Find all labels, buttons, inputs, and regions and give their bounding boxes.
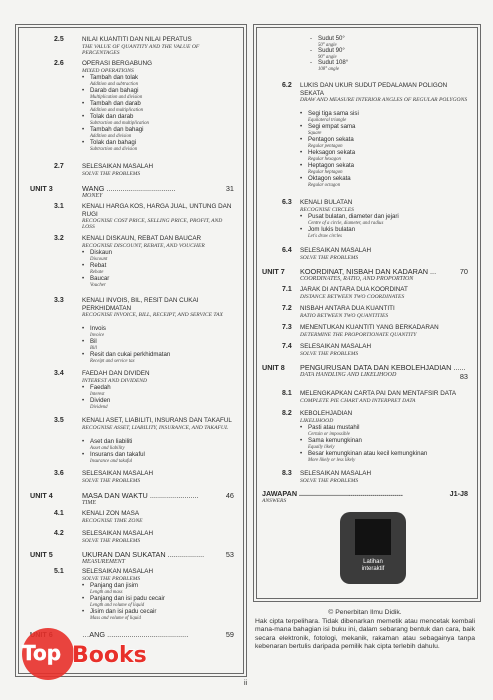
list-item: • Dividen Dividend xyxy=(82,397,111,410)
item-number: 5.1 xyxy=(54,568,64,575)
item-title: KEBOLEHJADIAN LIKELIHOOD xyxy=(300,410,353,424)
list-item: • Segi empat sama Square xyxy=(300,123,356,136)
item-number: 7.2 xyxy=(282,305,292,312)
list-item: • Tolak dan darab Subtraction and multiplication xyxy=(82,113,149,126)
item-number: 8.2 xyxy=(282,410,292,417)
list-item: • Sama kemungkinan Equally likely xyxy=(300,437,362,450)
list-item: • Segi tiga sama sisi Equilateral triangle xyxy=(300,110,359,123)
list-item: • Aset dan liabiliti Asset and liability xyxy=(82,438,133,451)
unit-label: UNIT 4 xyxy=(30,491,53,500)
item-title: KENALI ZON MASA RECOGNISE TIME ZONE xyxy=(82,510,143,524)
list-item: • Diskaun Discount xyxy=(82,249,113,262)
svg-text:Books: Books xyxy=(72,643,147,668)
item-title: FAEDAH DAN DIVIDEN INTEREST AND DIVIDEND xyxy=(82,370,150,384)
item-number: 3.1 xyxy=(54,203,64,210)
topbooks-watermark-logo xyxy=(12,620,192,680)
list-item: • Pasti atau mustahil Certain or impossible xyxy=(300,424,360,437)
item-title: SELESAIKAN MASALAH SOLVE THE PROBLEMS xyxy=(82,470,154,484)
item-title: KENALI DISKAUN, REBAT DAN BAUCAR RECOGNISE DISCOUNT, REBATE, AND VOUCHER xyxy=(82,235,205,249)
unit-title: UKURAN DAN SUKATAN .................. 53 MEASUREMENT xyxy=(82,550,234,565)
list-item: • Invois Invoice xyxy=(82,325,106,338)
list-item: • Besar kemungkinan atau kecil kemungkinan More likely or less likely xyxy=(300,450,428,463)
item-number: 3.5 xyxy=(54,417,64,424)
item-title: SELESAIKAN MASALAH SOLVE THE PROBLEMS xyxy=(82,568,154,582)
list-item: • Tambah dan bahagi Addition and division xyxy=(82,126,144,139)
list-item: • Heptagon sekata Regular heptagon xyxy=(300,162,355,175)
item-number: 8.3 xyxy=(282,470,292,477)
item-number: 6.4 xyxy=(282,247,292,254)
unit-label: UNIT 5 xyxy=(30,550,53,559)
list-item: • Pusat bulatan, diameter dan jejari Centre of a circle, diameter, and radius xyxy=(300,213,399,226)
svg-text:Top: Top xyxy=(22,641,62,665)
item-number: 6.2 xyxy=(282,82,292,89)
unit-title: MASA DAN WAKTU ........................ 46 TIME xyxy=(82,491,234,506)
publisher: © Penerbitan Ilmu Didik. xyxy=(328,609,402,616)
unit-title: KOORDINAT, NISBAH DAN KADARAN ... 70 COORDINATES, RATIO, AND PROPORTION xyxy=(300,267,468,282)
answers-entry: JAWAPAN .................................................... J1-J8 ANSWERS xyxy=(262,489,468,504)
list-item: • Insurans dan takaful Insurance and takaful xyxy=(82,451,145,464)
item-title: SELESAIKAN MASALAH SOLVE THE PROBLEMS xyxy=(300,470,372,484)
item-number: 3.2 xyxy=(54,235,64,242)
item-number: 3.3 xyxy=(54,297,64,304)
item-number: 2.6 xyxy=(54,60,64,67)
list-item: • Resit dan cukai perkhidmatan Receipt and service tax xyxy=(82,351,171,364)
item-title: SELESAIKAN MASALAH SOLVE THE PROBLEMS xyxy=(300,247,372,261)
unit-label: UNIT 8 xyxy=(262,363,285,372)
item-title: SELESAIKAN MASALAH SOLVE THE PROBLEMS xyxy=(82,530,154,544)
item-number: 7.3 xyxy=(282,324,292,331)
item-title: SELESAIKAN MASALAH SOLVE THE PROBLEMS xyxy=(82,163,154,177)
unit-label: UNIT 7 xyxy=(262,267,285,276)
item-title: KENALI BULATAN RECOGNISE CIRCLES xyxy=(300,199,354,213)
item-title: SELESAIKAN MASALAH SOLVE THE PROBLEMS xyxy=(300,343,372,357)
list-item: • Panjang dan jisim Length and mass xyxy=(82,582,139,595)
list-item: • Darab dan bahagi Multiplication and division xyxy=(82,87,143,100)
unit-title: …ANG ........................................ 59 xyxy=(82,630,234,639)
list-item: - Sudut 50° 50° angle xyxy=(310,35,345,48)
unit-title: WANG .................................. 31 MONEY xyxy=(82,184,234,199)
list-item: • Oktagon sekata Regular octagon xyxy=(300,175,351,188)
list-item: • Pentagon sekata Regular pentagon xyxy=(300,136,354,149)
list-item: • Tambah dan darab Addition and multiplication xyxy=(82,100,144,113)
item-number: 7.1 xyxy=(282,286,292,293)
list-item: • Heksagon sekata Regular hexagon xyxy=(300,149,356,162)
item-number: 4.2 xyxy=(54,530,64,537)
item-title: KENALI ASET, LIABILITI, INSURANS DAN TAKAFUL RECOGNISE ASSET, LIABILITY, INSURANCE, AND TAKAFUL xyxy=(82,417,232,431)
qr-code-icon[interactable] xyxy=(355,519,391,555)
item-number: 2.5 xyxy=(54,36,64,43)
list-item: - Sudut 90° 90° angle xyxy=(310,47,345,60)
item-number: 6.3 xyxy=(282,199,292,206)
list-item: • Faedah Interest xyxy=(82,384,111,397)
item-title: NISBAH ANTARA DUA KUANTITI RATIO BETWEEN TWO QUANTITIES xyxy=(300,305,395,319)
list-item: - Sudut 108° 108° angle xyxy=(310,59,349,72)
item-number: 7.4 xyxy=(282,343,292,350)
item-title: MELENGKAPKAN CARTA PAI DAN MENTAFSIR DATA COMPLETE PIE CHART AND INTERPRET DATA xyxy=(300,390,457,404)
rights-text: Hak cipta terpelihara. Tidak dibenarkan memetik atau mencetak kembali mana-mana bahagian isi buku ini, dalam sebarang bentuk dan cara, baik secara elektronik, fotologi, mekanik, rakaman atau sebagainya tanpa kebenaran bertulis daripada pemilik hak cipta terlebih dahulu. xyxy=(255,617,475,651)
list-item: • Tambah dan tolak Addition and subtraction xyxy=(82,74,139,87)
item-number: 4.1 xyxy=(54,510,64,517)
item-number: 3.6 xyxy=(54,470,64,477)
unit-title: PENGURUSAN DATA DAN KEBOLEHJADIAN ...... 83 DATA HANDLING AND LIKELIHOOD xyxy=(300,363,468,381)
item-title: NILAI KUANTITI DAN NILAI PERATUS THE VALUE OF QUANTITY AND THE VALUE OF PERCENTAGES xyxy=(82,36,200,56)
badge-label: Latihan interaktif xyxy=(361,559,385,572)
item-number: 2.7 xyxy=(54,163,64,170)
list-item: • Rebat Rebate xyxy=(82,262,107,275)
list-item: • Jom lukis bulatan Let's draw circles xyxy=(300,226,356,239)
copyright-notice xyxy=(255,609,475,652)
list-item: • Jisim dan isi padu cecair Mass and volume of liquid xyxy=(82,608,157,621)
item-title: KENALI INVOIS, BIL, RESIT DAN CUKAI PERKHIDMATAN RECOGNISE INVOICE, BILL, RECEIPT, AND SERVICE TAX xyxy=(82,297,223,319)
unit-label: UNIT 3 xyxy=(30,184,53,193)
item-title: OPERASI BERGABUNG MIXED OPERATIONS xyxy=(82,60,152,74)
interactive-exercise-badge[interactable] xyxy=(340,512,406,584)
list-item: • Panjang dan isi padu cecair Length and volume of liquid xyxy=(82,595,165,608)
item-number: 8.1 xyxy=(282,390,292,397)
item-title: MENENTUKAN KUANTITI YANG BERKADARAN DETERMINE THE PROPORTIONATE QUANTITY xyxy=(300,324,439,338)
page-number: ii xyxy=(244,680,248,687)
item-number: 3.4 xyxy=(54,370,64,377)
item-title: LUKIS DAN UKUR SUDUT PEDALAMAN POLIGON SEKATA DRAW AND MEASURE INTERIOR ANGLES OF REGULAR POLYGONS xyxy=(300,82,468,104)
item-title: JARAK DI ANTARA DUA KOORDINAT DISTANCE BETWEEN TWO COORDINATES xyxy=(300,286,408,300)
item-title: KENALI HARGA KOS, HARGA JUAL, UNTUNG DAN RUGI RECOGNISE COST PRICE, SELLING PRICE, PROFIT, AND LOSS xyxy=(82,203,232,231)
list-item: • Baucar Voucher xyxy=(82,275,110,288)
list-item: • Bil Bill xyxy=(82,338,97,351)
list-item: • Tolak dan bahagi Subtraction and division xyxy=(82,139,138,152)
